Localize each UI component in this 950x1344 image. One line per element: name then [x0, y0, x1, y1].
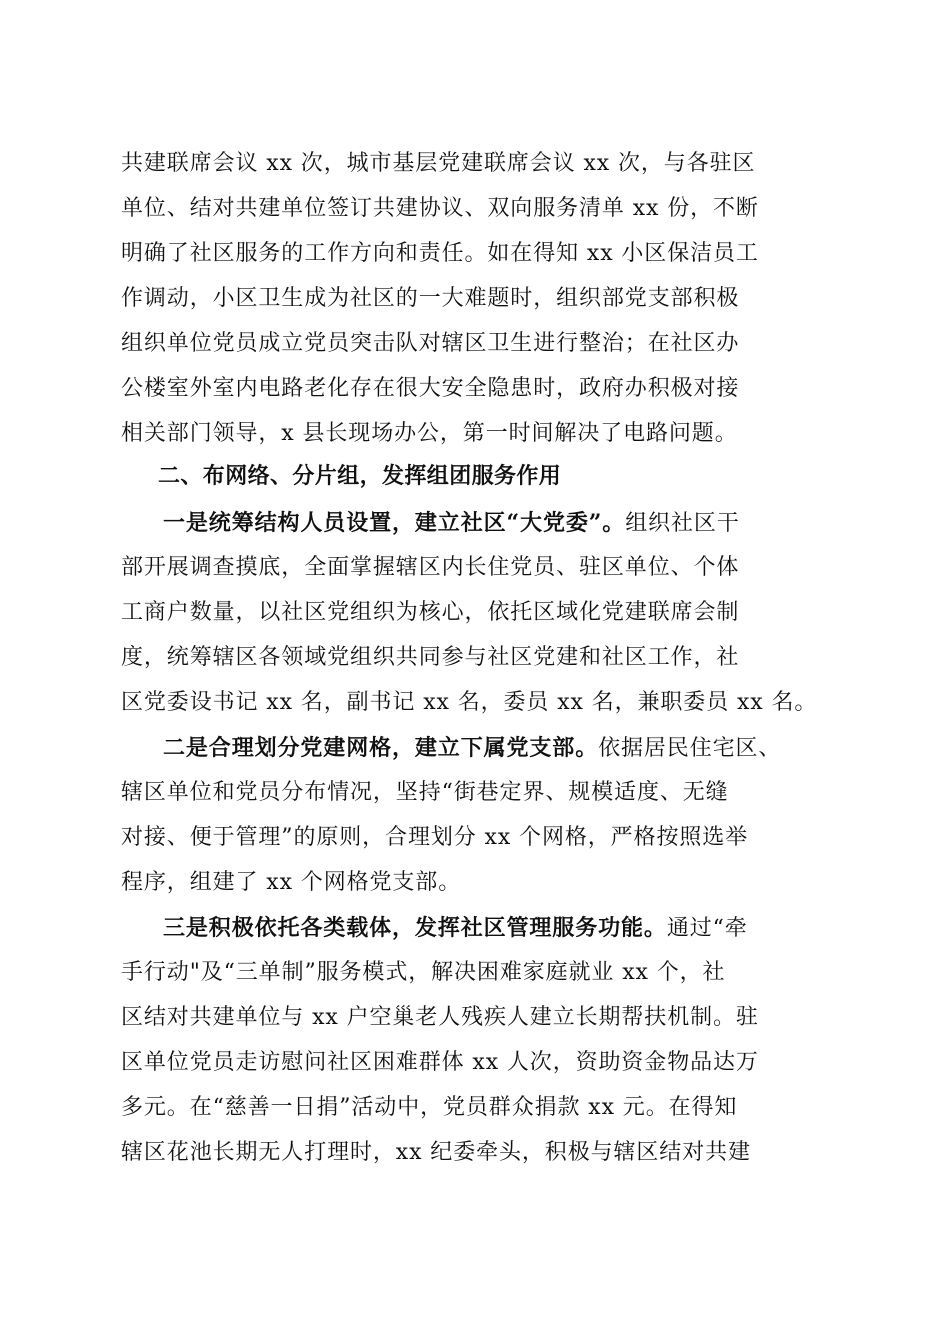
text-line: 区结对共建单位与 xx 户空巢老人残疾人建立长期帮扶机制。驻: [121, 1005, 759, 1030]
text-line: 部开展调查摸底，全面掌握辖区内长住党员、驻区单位、个体: [121, 555, 740, 580]
text-line: 区单位党员走访慰问社区困难群体 xx 人次，资助资金物品达万: [121, 1050, 759, 1075]
text-line: 共建联席会议 xx 次，城市基层党建联席会议 xx 次，与各驻区: [121, 151, 756, 176]
paragraph-first-line: [163, 908, 748, 948]
text-line: 工商户数量，以社区党组织为核心，依托区域化党建联席会制: [121, 600, 740, 625]
paragraph-first-line: [163, 503, 740, 543]
paragraph-lead-rest: 组织社区干: [625, 511, 740, 536]
text-line: 程序，组建了 xx 个网格党支部。: [121, 870, 462, 895]
text-line: 组织单位党员成立党员突击队对辖区卫生进行整治；在社区办: [121, 331, 740, 356]
text-line: 多元。在“慈善一日捐”活动中，党员群众捐款 xx 元。在得知: [121, 1095, 738, 1120]
paragraph-lead-rest: 依据居民住宅区、: [598, 736, 782, 761]
text-line: 相关部门领导，x 县长现场办公，第一时间解决了电路问题。: [121, 421, 738, 446]
text-line: 辖区花池长期无人打理时，xx 纪委牵头，积极与辖区结对共建: [121, 1140, 751, 1165]
paragraph-first-line: [163, 728, 781, 768]
paragraph-lead: 三是积极依托各类载体，发挥社区管理服务功能。: [163, 915, 667, 941]
paragraph-lead: 二是合理划分党建网格，建立下属党支部。: [163, 735, 599, 761]
text-line: 区党委设书记 xx 名，副书记 xx 名，委员 xx 名，兼职委员 xx 名。: [121, 690, 818, 715]
text-line: 单位、结对共建单位签订共建协议、双向服务清单 xx 份，不断: [121, 196, 759, 221]
paragraph-lead-rest: 通过“牵: [666, 916, 748, 941]
text-line: 公楼室外室内电路老化存在很大安全隐患时，政府办积极对接: [121, 376, 740, 401]
text-line: 作调动，小区卫生成为社区的一大难题时，组织部党支部积极: [121, 286, 740, 311]
text-line: 辖区单位和党员分布情况，坚持“街巷定界、规模适度、无缝: [121, 780, 729, 805]
section-heading: 二、布网络、分片组，发挥组团服务作用: [158, 464, 562, 489]
text-line: 明确了社区服务的工作方向和责任。如在得知 xx 小区保洁员工: [121, 241, 759, 266]
text-line: 度，统筹辖区各领域党组织共同参与社区党建和社区工作，社: [121, 645, 740, 670]
text-line: 手行动"及“三单制”服务模式，解决困难家庭就业 xx 个，社: [121, 960, 726, 985]
paragraph-lead: 一是统筹结构人员设置，建立社区“大党委”。: [163, 510, 626, 536]
text-line: 对接、便于管理”的原则，合理划分 xx 个网格，严格按照选举: [121, 825, 749, 850]
